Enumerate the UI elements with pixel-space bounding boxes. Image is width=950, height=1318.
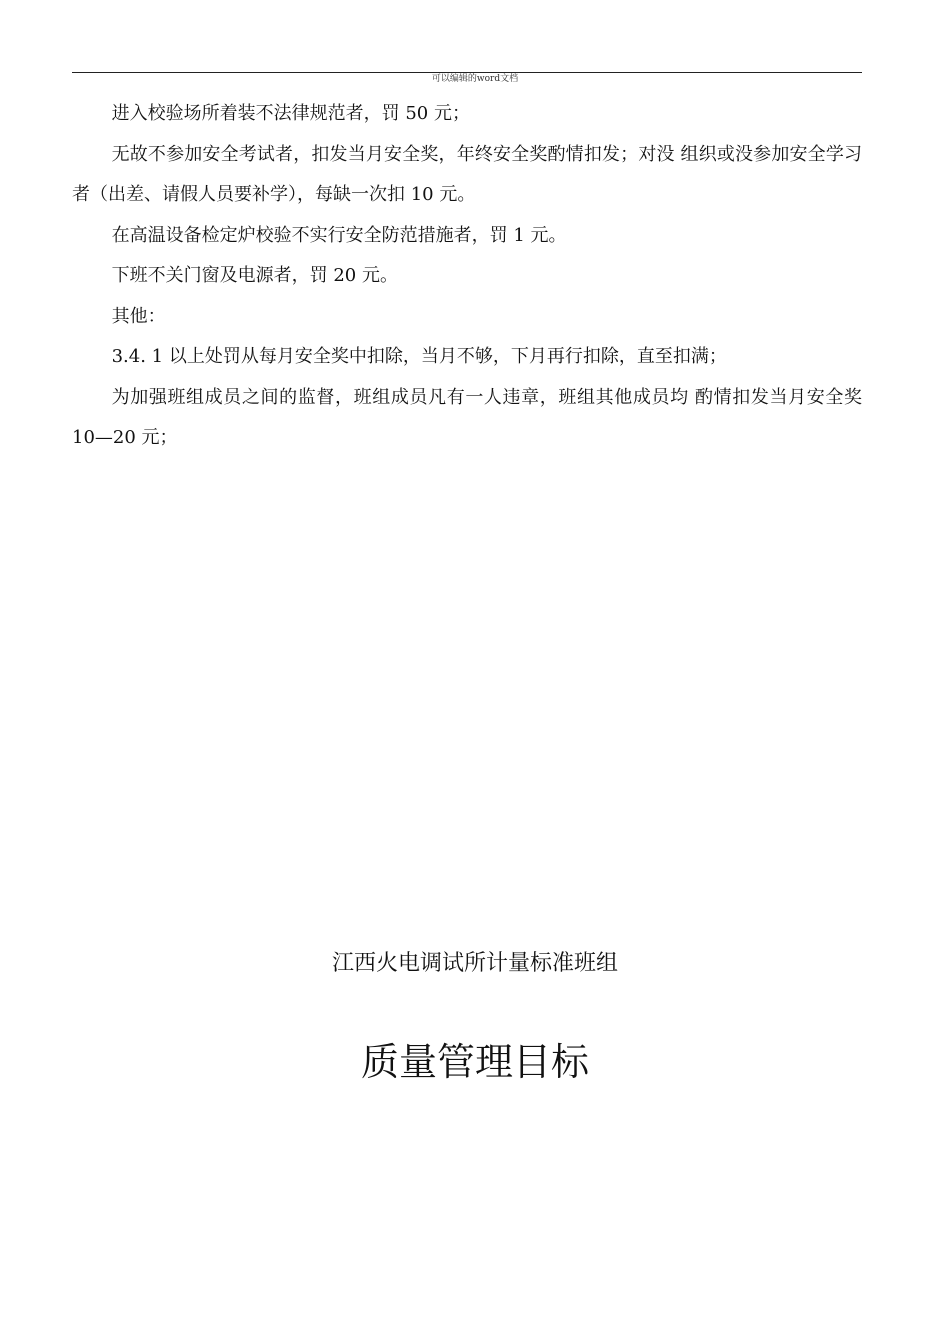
page-header: 可以编辑的word文档: [431, 74, 519, 84]
paragraph-other: 其他：: [111, 305, 166, 327]
team-name: 江西火电调试所计量标准班组: [331, 951, 618, 976]
paragraph-doors-power-penalty: 下班不关门窗及电源者，罚 20 元。: [111, 265, 398, 286]
paragraph-team-supervision: 为加强班组成员之间的监督，班组成员凡有一人违章，班组其他成员均 酌情扣发当月安全奖 10—20 元；: [72, 386, 862, 448]
section-title: 质量管理目标: [360, 1040, 589, 1084]
paragraph-attire-penalty: 进入校验场所着装不法律规范者，罚 50 元；: [111, 103, 470, 124]
document-body: [72, 94, 862, 459]
paragraph-exam-penalty: 无故不参加安全考试者，扣发当月安全奖，年终安全奖酌情扣发；对没 组织或没参加安全学习者（出差、请假人员要补学），每缺一次扣 10 元。: [72, 143, 862, 205]
paragraph-deduction-rule: 3.4. 1 以上处罚从每月安全奖中扣除，当月不够，下月再行扣除，直至扣满；: [111, 346, 727, 367]
paragraph-furnace-penalty: 在高温设备检定炉校验不实行安全防范措施者，罚 1 元。: [111, 224, 567, 246]
